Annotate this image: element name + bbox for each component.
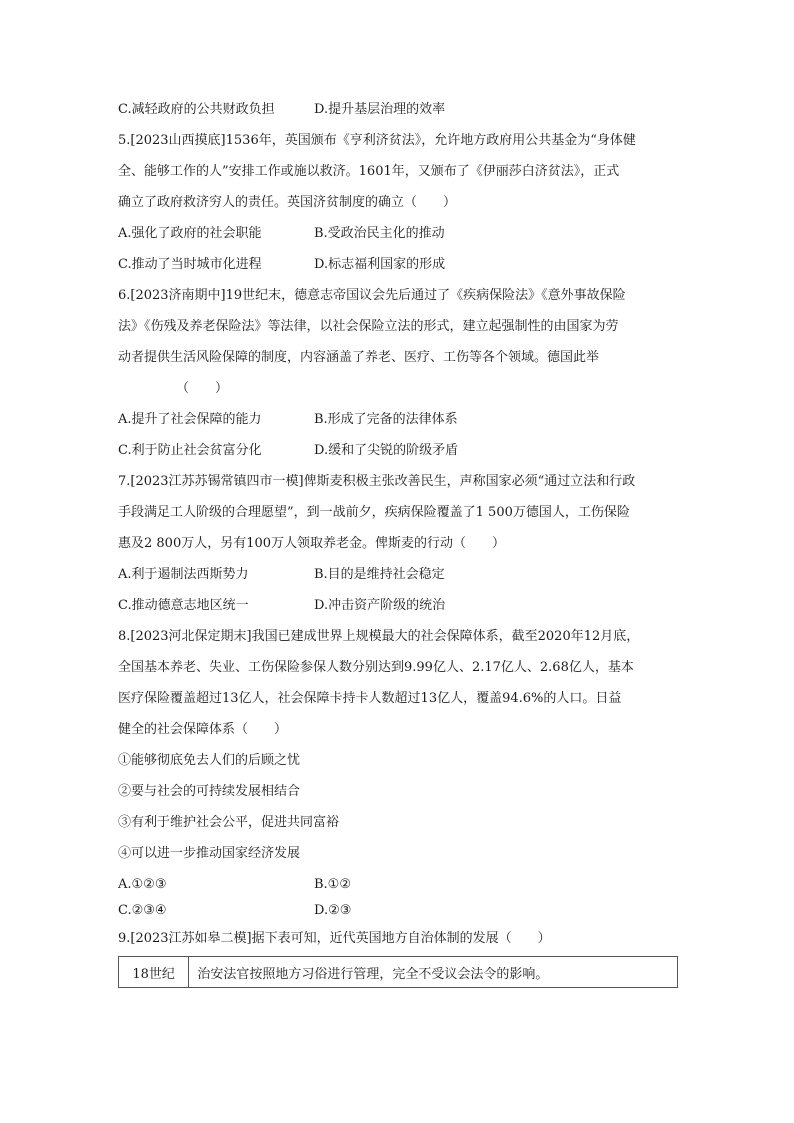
q6-option-c: C.利于防止社会贫富分化 <box>118 443 262 458</box>
q7-option-a: A.利于遏制法西斯势力 <box>118 567 249 582</box>
q8-stem-line-2: 全国基本养老、失业、工伤保险参保人数分别达到9.99亿人、2.17亿人、2.68亿人，基本 <box>118 660 634 675</box>
q6-stem-line-2: 法》《伤残及养老保险法》等法律，以社会保险立法的形式，建立起强制性的由国家为劳 <box>118 319 619 334</box>
q8-option-a: A.①②③ <box>118 877 167 892</box>
q8-option-b: B.①② <box>314 877 351 892</box>
q8-option-d: D.②③ <box>314 903 352 918</box>
q6-stem-line-1: 6.[2023济南期中]19世纪末，德意志帝国议会先后通过了《疾病保险法》《意外事故保险 <box>118 288 626 303</box>
q6-option-b: B.形成了完备的法律体系 <box>314 412 458 427</box>
q8-option-c: C.②③④ <box>118 903 167 918</box>
q7-option-d: D.冲击资产阶级的统治 <box>314 598 446 613</box>
q9-table <box>118 956 678 988</box>
q7-option-b: B.目的是维持社会稳定 <box>314 567 445 582</box>
q5-option-b: B.受政治民主化的推动 <box>314 226 445 241</box>
q9-stem-line-1: 9.[2023江苏如皋二模]据下表可知，近代英国地方自治体制的发展（ ） <box>118 931 551 946</box>
q6-stem-line-3: 动者提供生活风险保障的制度，内容涵盖了养老、医疗、工伤等各个领域。德国此举 <box>118 350 600 365</box>
q8-statement-1: ①能够彻底免去人们的后顾之忧 <box>118 753 301 768</box>
table-row <box>119 957 678 988</box>
q7-option-c: C.推动德意志地区统一 <box>118 598 249 613</box>
q7-stem-line-1: 7.[2023江苏苏锡常镇四市一模]俾斯麦积极主张改善民生，声称国家必须“通过立法和行政 <box>118 474 636 489</box>
q4-option-c: C.减轻政府的公共财政负担 <box>118 102 275 117</box>
q6-option-a: A.提升了社会保障的能力 <box>118 412 262 427</box>
q8-stem-line-4: 健全的社会保障体系（ ） <box>118 722 288 737</box>
q5-stem-line-3: 确立了政府救济穷人的责任。英国济贫制度的确立（ ） <box>118 195 457 210</box>
q6-stem-line-4: （ ） <box>176 381 229 396</box>
q8-statement-2: ②要与社会的可持续发展相结合 <box>118 784 301 799</box>
q9-table-desc: 治安法官按照地方习俗进行管理，完全不受议会法令的影响。 <box>189 957 678 988</box>
q5-option-c: C.推动了当时城市化进程 <box>118 257 262 272</box>
q9-table-era: 18世纪 <box>119 957 189 988</box>
q4-option-d: D.提升基层治理的效率 <box>314 102 446 117</box>
q5-stem-line-1: 5.[2023山西摸底]1536年，英国颁布《亨利济贫法》，允许地方政府用公共基金为“身体健 <box>118 133 636 148</box>
q7-stem-line-2: 手段满足工人阶级的合理愿望”，到一战前夕，疾病保险覆盖了1 500万德国人，工伤保险 <box>118 505 630 520</box>
q5-stem-line-2: 全、能够工作的人”安排工作或施以救济。1601年，又颁布了《伊丽莎白济贫法》，正式 <box>118 164 620 179</box>
q6-option-d: D.缓和了尖锐的阶级矛盾 <box>314 443 459 458</box>
q5-option-a: A.强化了政府的社会职能 <box>118 226 262 241</box>
q8-stem-line-3: 医疗保险覆盖超过13亿人，社会保障卡持卡人数超过13亿人，覆盖94.6%的人口。日益 <box>118 691 622 706</box>
q8-stem-line-1: 8.[2023河北保定期末]我国已建成世界上规模最大的社会保障体系，截至2020年12月底， <box>118 629 640 644</box>
q5-option-d: D.标志福利国家的形成 <box>314 257 446 272</box>
q7-stem-line-3: 惠及2 800万人，另有100万人领取养老金。俾斯麦的行动（ ） <box>118 536 506 551</box>
q8-statement-4: ④可以进一步推动国家经济发展 <box>118 846 301 861</box>
q8-statement-3: ③有利于维护社会公平，促进共同富裕 <box>118 815 340 830</box>
